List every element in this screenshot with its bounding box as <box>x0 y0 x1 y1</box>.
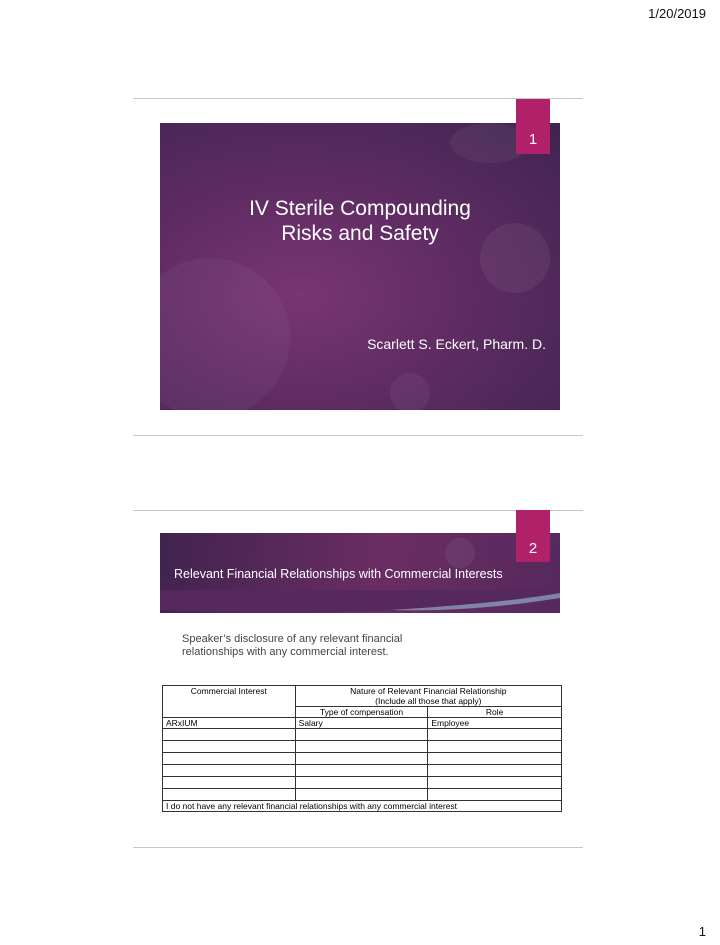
decor-bubble <box>390 373 430 410</box>
header-role: Role <box>428 707 562 718</box>
header-nature-line2: (Include all those that apply) <box>375 696 482 706</box>
header-nature-line1: Nature of Relevant Financial Relationship <box>350 686 507 696</box>
table-row <box>163 753 562 765</box>
slide2-bottom-rule <box>133 847 583 848</box>
table-header-row <box>163 686 562 707</box>
decor-bubble <box>160 258 290 410</box>
row1-compensation: Salary <box>295 718 428 729</box>
page-date: 1/20/2019 <box>648 6 706 21</box>
table-row <box>163 777 562 789</box>
slide1-number-tab: 1 <box>516 99 550 154</box>
slide1-title-line1: IV Sterile Compounding <box>249 197 471 220</box>
table-footer-row <box>163 801 562 812</box>
slide2-number-tab: 2 <box>516 510 550 562</box>
row1-interest: ARxIUM <box>163 718 296 729</box>
page-number: 1 <box>698 924 706 939</box>
table-row <box>163 765 562 777</box>
slide1-title <box>160 196 560 246</box>
disclosure-text <box>182 633 462 659</box>
financial-relationships-table <box>162 685 562 812</box>
table-row <box>163 741 562 753</box>
decor-bubble <box>445 538 475 568</box>
row1-role: Employee <box>428 718 562 729</box>
table-row <box>163 718 562 729</box>
slide1-background <box>160 123 560 410</box>
table-row <box>163 729 562 741</box>
slide2-title: Relevant Financial Relationships with Commercial Interests <box>174 567 503 581</box>
table-row <box>163 789 562 801</box>
header-nature <box>295 686 561 707</box>
disclosure-line1: Speaker’s disclosure of any relevant financial <box>182 633 403 645</box>
banner-wave <box>160 590 560 620</box>
header-commercial-interest: Commercial Interest <box>163 686 296 718</box>
disclosure-line2: relationships with any commercial interest. <box>182 646 389 658</box>
no-relationships-statement: I do not have any relevant financial relationships with any commercial interest <box>163 801 562 812</box>
slide1-title-line2: Risks and Safety <box>281 222 439 245</box>
slide1-author: Scarlett S. Eckert, Pharm. D. <box>367 336 546 352</box>
header-compensation: Type of compensation <box>295 707 428 718</box>
slide1-bottom-rule <box>133 435 583 436</box>
